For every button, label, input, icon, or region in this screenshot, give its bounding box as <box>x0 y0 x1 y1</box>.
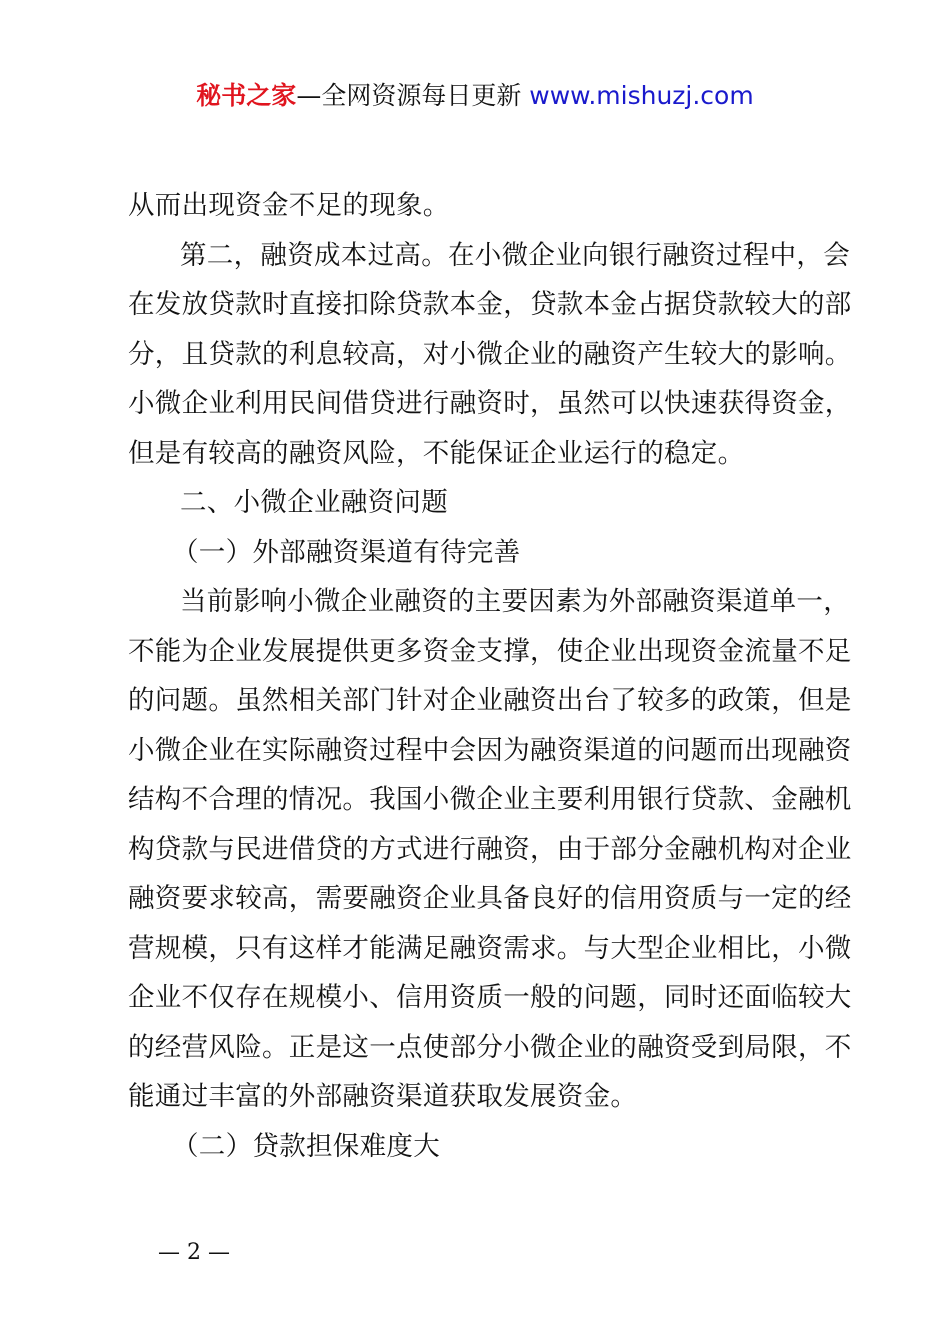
site-tagline: —全网资源每日更新 <box>296 81 522 110</box>
text-line: 小微企业利用民间借贷进行融资时，虽然可以快速获得资金， <box>128 388 852 419</box>
text-line: 小微企业在实际融资过程中会因为融资渠道的问题而出现融资 <box>128 734 852 766</box>
text-line: 的问题。虽然相关部门针对企业融资出台了较多的政策，但是 <box>128 685 852 716</box>
subsection-heading: （一）外部融资渠道有待完善 <box>172 536 521 568</box>
paragraph-first-line: 当前影响小微企业融资的主要因素为外部融资渠道单一， <box>180 586 850 617</box>
text-line: 构贷款与民进借贷的方式进行融资，由于部分金融机构对企业 <box>128 833 852 865</box>
text-line: 从而出现资金不足的现象。 <box>128 190 450 221</box>
section-heading: 二、小微企业融资问题 <box>180 487 448 518</box>
site-url-link[interactable]: www.mishuzj.com <box>529 81 754 110</box>
text-line: 融资要求较高，需要融资企业具备良好的信用资质与一定的经 <box>128 883 852 914</box>
text-line: 企业不仅存在规模小、信用资质一般的问题，同时还面临较大 <box>128 982 852 1013</box>
text-line: 营规模，只有这样才能满足融资需求。与大型企业相比，小微 <box>128 932 852 964</box>
text-line: 分，且贷款的利息较高，对小微企业的融资产生较大的影响。 <box>128 338 852 370</box>
paragraph-first-line: 第二，融资成本过高。在小微企业向银行融资过程中，会 <box>180 239 850 271</box>
text-line: 不能为企业发展提供更多资金支撑，使企业出现资金流量不足 <box>128 635 852 667</box>
text-line: 但是有较高的融资风险，不能保证企业运行的稳定。 <box>128 437 745 469</box>
site-brand: 秘书之家 <box>196 81 297 110</box>
page-number: — 2 — <box>158 1240 230 1265</box>
document-body <box>128 181 852 1171</box>
text-line: 的经营风险。正是这一点使部分小微企业的融资受到局限，不 <box>128 1031 852 1063</box>
text-line: 能通过丰富的外部融资渠道获取发展资金。 <box>128 1081 638 1112</box>
subsection-heading: （二）贷款担保难度大 <box>172 1130 440 1162</box>
site-header <box>0 78 950 114</box>
text-line: 结构不合理的情况。我国小微企业主要利用银行贷款、金融机 <box>128 784 852 815</box>
text-line: 在发放贷款时直接扣除贷款本金，贷款本金占据贷款较大的部 <box>128 289 852 320</box>
